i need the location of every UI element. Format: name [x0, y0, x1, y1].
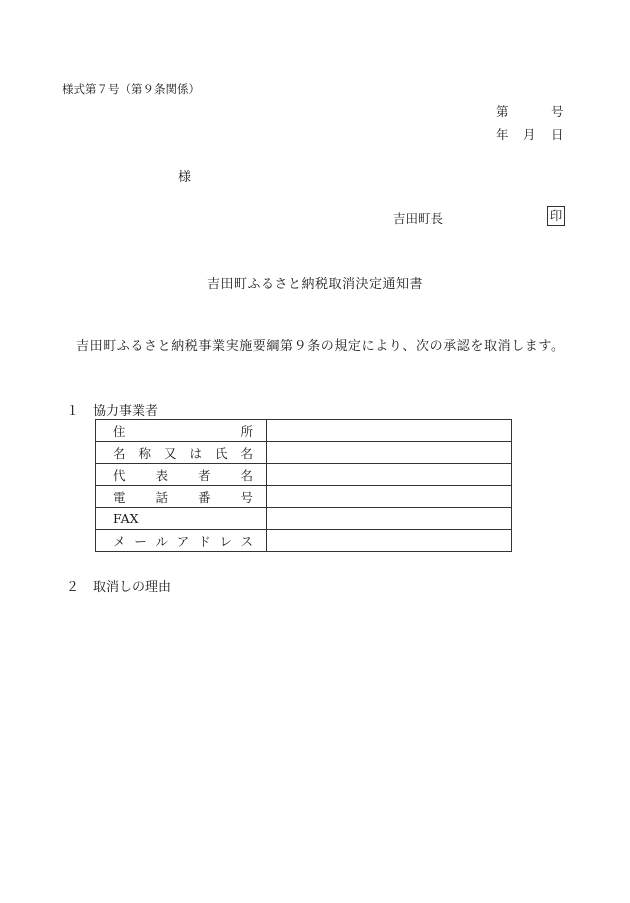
section-1-number: １: [66, 404, 80, 419]
body-paragraph: 吉田町ふるさと納税事業実施要綱第９条の規定により、次の承認を取消します。: [76, 339, 565, 354]
section-2-title: 取消しの理由: [93, 580, 172, 595]
row-value-address: [267, 420, 512, 442]
row-label-fax: FAX: [96, 508, 267, 530]
seal-mark: 印: [547, 206, 565, 226]
table-row: [96, 464, 512, 486]
row-value-name: [267, 442, 512, 464]
table-row: [96, 530, 512, 552]
business-info-table: [95, 419, 512, 552]
row-value-representative: [267, 464, 512, 486]
section-1-title: 協力事業者: [93, 404, 159, 419]
section-2-number: ２: [66, 580, 80, 595]
table-row: [96, 486, 512, 508]
row-value-email: [267, 530, 512, 552]
row-label-name: 名称又は氏名: [96, 442, 267, 464]
row-value-fax: [267, 508, 512, 530]
date-month: 月: [523, 127, 536, 142]
row-label-representative: 代表者名: [96, 464, 267, 486]
row-label-address: 住所: [96, 420, 267, 442]
date-year: 年: [496, 127, 509, 142]
section-2-heading: [66, 576, 171, 595]
row-value-phone: [267, 486, 512, 508]
row-label-email: メールアドレス: [96, 530, 267, 552]
table-row: [96, 508, 512, 530]
doc-number-prefix: 第: [496, 104, 509, 119]
row-label-phone: 電話番号: [96, 486, 267, 508]
form-number: 様式第７号（第９条関係）: [62, 82, 200, 96]
addressee-honorific: 様: [178, 170, 192, 185]
doc-number-suffix: 号: [551, 104, 564, 119]
table-row: [96, 442, 512, 464]
sender-title: 吉田町長: [393, 211, 444, 226]
section-1-heading: [66, 400, 158, 419]
document-title: 吉田町ふるさと納税取消決定通知書: [206, 277, 423, 292]
date-day: 日: [551, 127, 564, 142]
table-row: [96, 420, 512, 442]
